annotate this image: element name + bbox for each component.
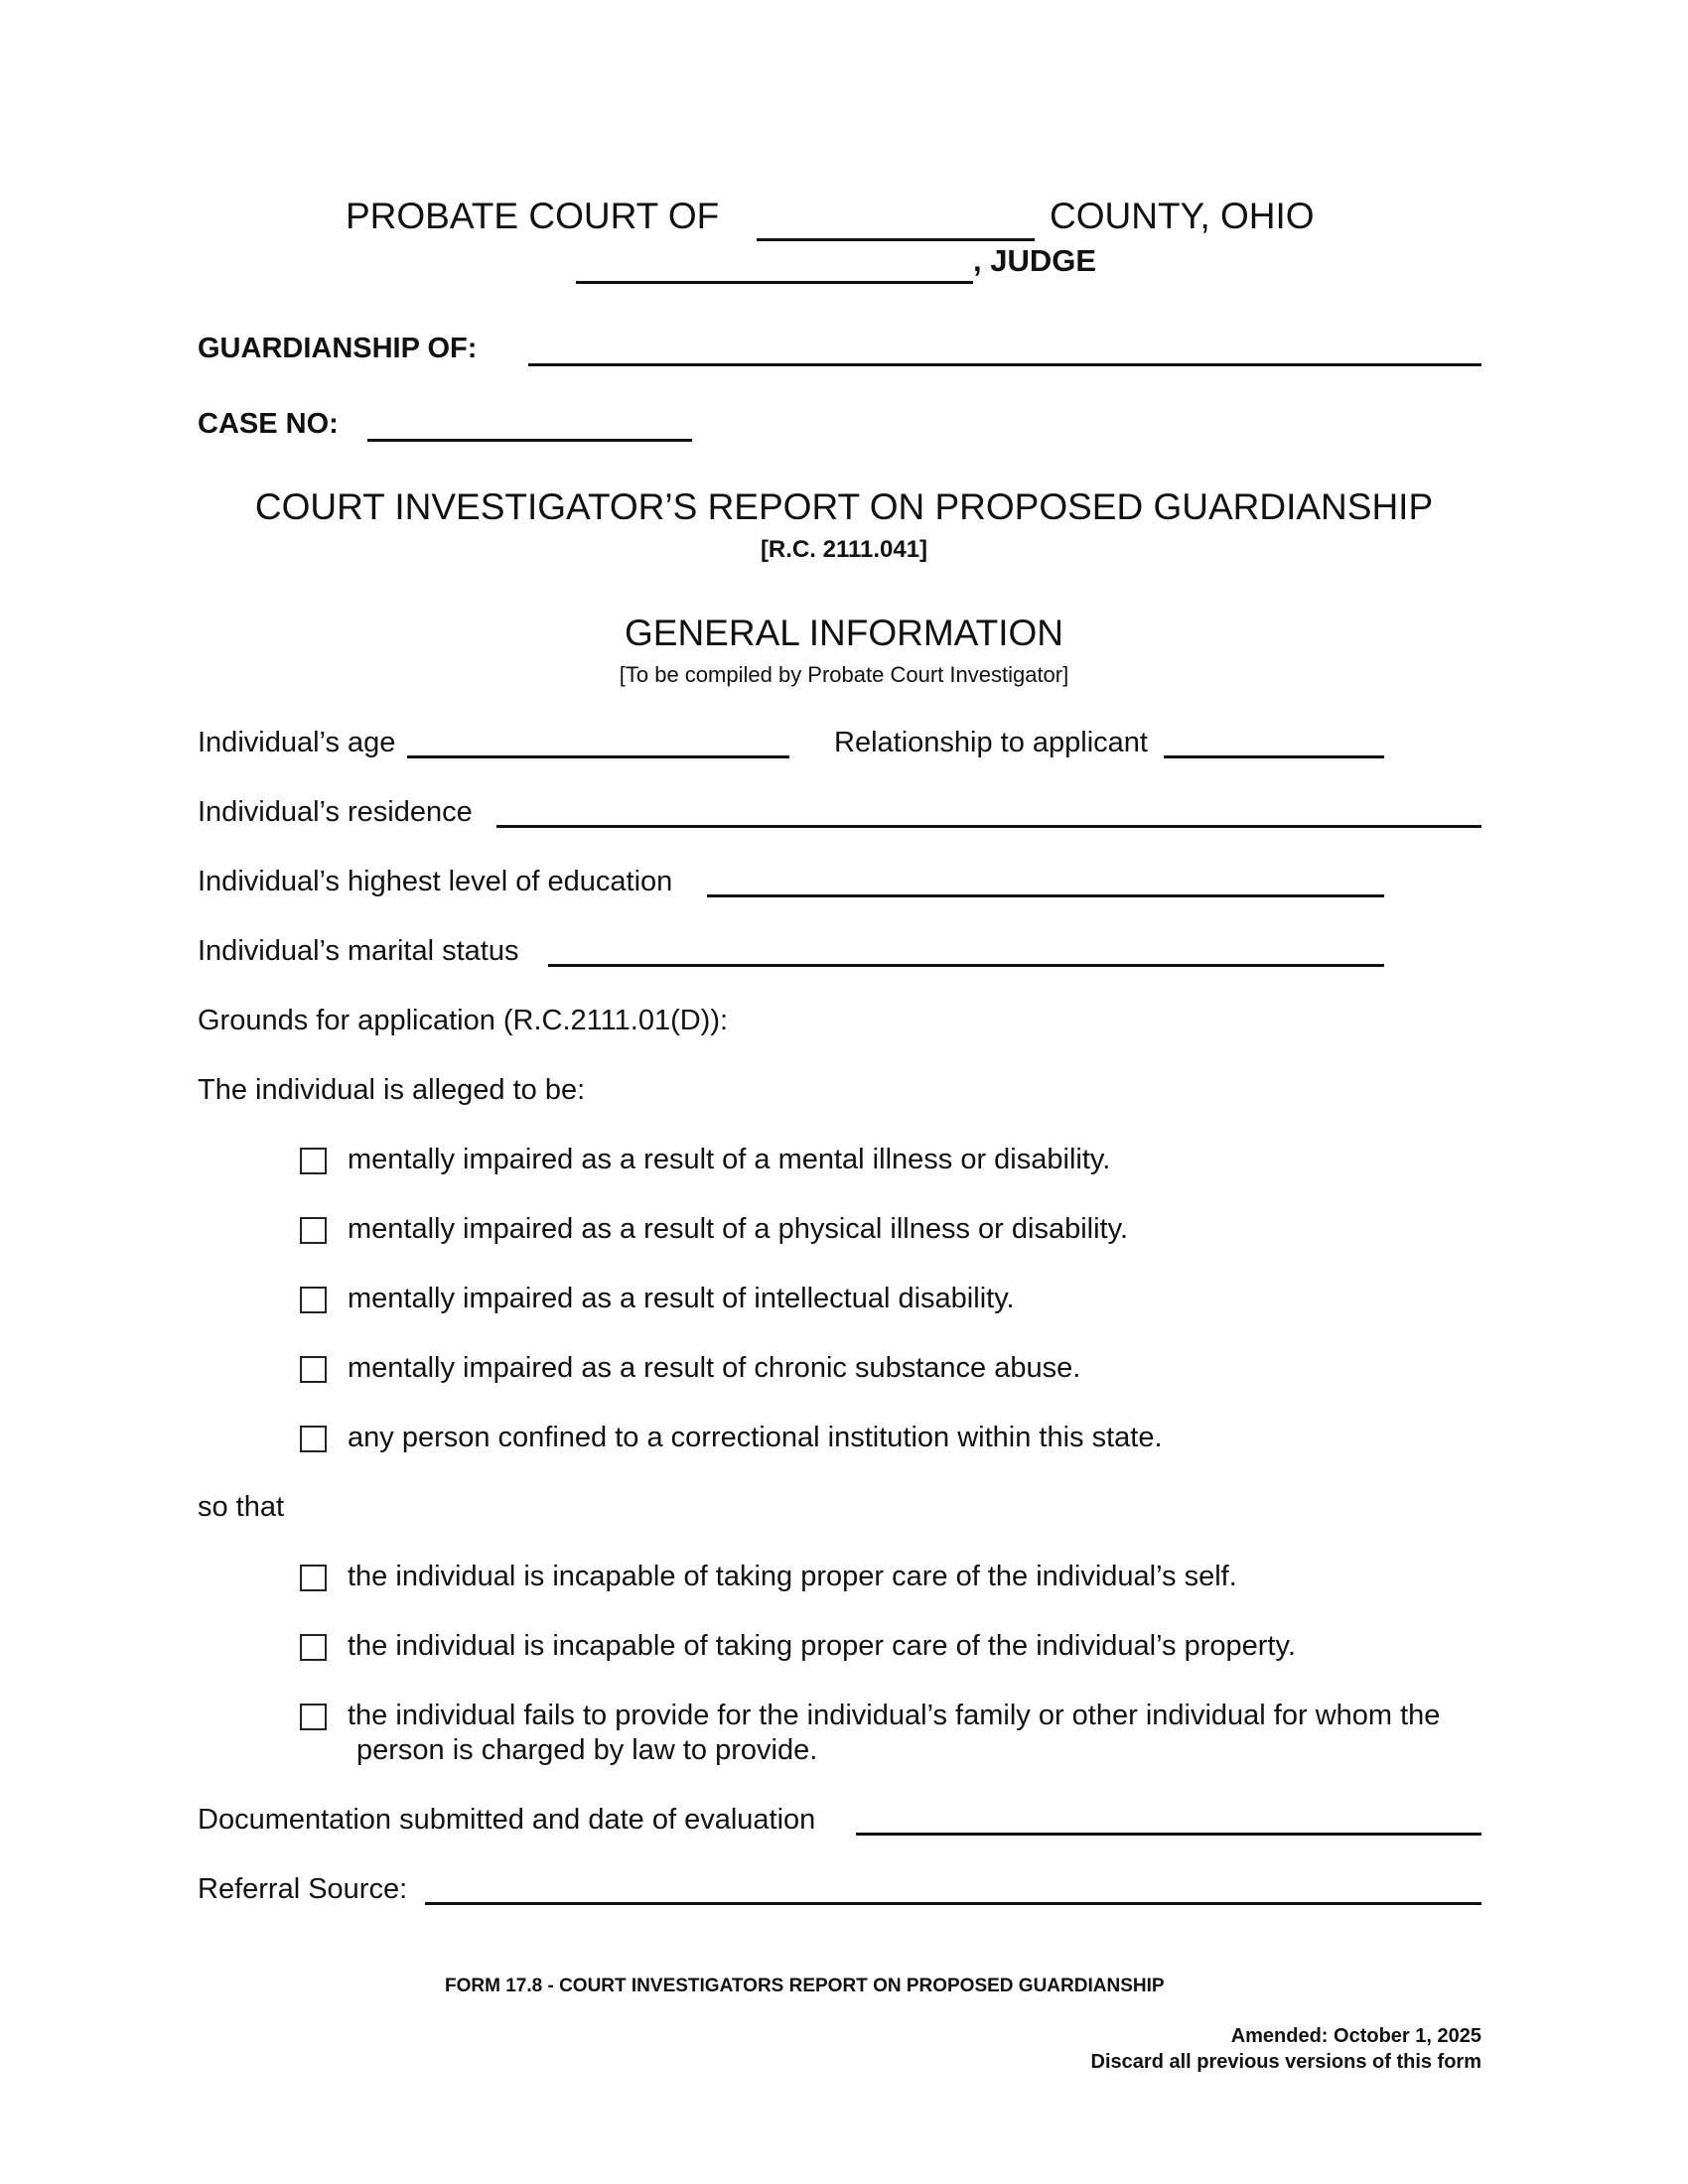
discard-notice: Discard all previous versions of this form xyxy=(1090,2051,1481,2073)
court-prefix: PROBATE COURT OF xyxy=(346,196,720,236)
residence-field[interactable] xyxy=(496,825,1481,828)
relationship-label: Relationship to applicant xyxy=(834,727,1148,758)
guardianship-field[interactable] xyxy=(528,363,1481,366)
section-heading: GENERAL INFORMATION xyxy=(625,613,1063,653)
judge-name-field[interactable] xyxy=(576,281,973,284)
age-label: Individual’s age xyxy=(198,727,396,758)
alleged-label: The individual is alleged to be: xyxy=(198,1074,586,1106)
alleged-option-label: mentally impaired as a result of chronic substance abuse. xyxy=(348,1352,1081,1384)
alleged-option-label: any person confined to a correctional institution within this state. xyxy=(348,1422,1163,1453)
statute-reference: [R.C. 2111.041] xyxy=(760,536,928,563)
county-field[interactable] xyxy=(757,238,1035,241)
referral-label: Referral Source: xyxy=(198,1873,408,1905)
report-title: COURT INVESTIGATOR’S REPORT ON PROPOSED GUARDIANSHIP xyxy=(254,486,1434,527)
court-suffix: COUNTY, OHIO xyxy=(1050,196,1315,236)
case-no-label: CASE NO: xyxy=(198,408,339,440)
form-title: FORM 17.8 - COURT INVESTIGATORS REPORT ON PROPOSED GUARDIANSHIP xyxy=(445,1976,1165,1996)
so-that-option-label: the individual is incapable of taking proper care of the individual’s self. xyxy=(348,1561,1237,1592)
judge-suffix: , JUDGE xyxy=(973,243,1097,278)
documentation-field[interactable] xyxy=(856,1833,1481,1836)
alleged-option-label: mentally impaired as a result of a mental illness or disability. xyxy=(348,1144,1111,1175)
section-subheading: [To be compiled by Probate Court Investigator] xyxy=(619,662,1069,687)
so-that-option-continuation: person is charged by law to provide. xyxy=(356,1734,818,1766)
so-that-checkbox-2[interactable] xyxy=(300,1634,327,1661)
case-no-field[interactable] xyxy=(367,439,692,442)
so-that-option-label: the individual fails to provide for the individual’s family or other individual for whom the xyxy=(348,1700,1441,1731)
alleged-checkbox-5[interactable] xyxy=(300,1426,327,1452)
so-that-checkbox-1[interactable] xyxy=(300,1565,327,1591)
alleged-checkbox-4[interactable] xyxy=(300,1356,327,1383)
marital-label: Individual’s marital status xyxy=(198,935,519,967)
so-that-checkbox-3[interactable] xyxy=(300,1704,327,1730)
relationship-field[interactable] xyxy=(1164,755,1384,758)
age-field[interactable] xyxy=(407,755,789,758)
education-field[interactable] xyxy=(707,894,1384,897)
referral-field[interactable] xyxy=(425,1902,1481,1905)
education-label: Individual’s highest level of education xyxy=(198,866,673,897)
grounds-label: Grounds for application (R.C.2111.01(D)): xyxy=(198,1005,729,1036)
guardianship-label: GUARDIANSHIP OF: xyxy=(198,333,478,364)
so-that-option-label: the individual is incapable of taking proper care of the individual’s property. xyxy=(348,1630,1296,1662)
amended-date: Amended: October 1, 2025 xyxy=(1230,2025,1481,2047)
alleged-checkbox-1[interactable] xyxy=(300,1148,327,1174)
alleged-checkbox-2[interactable] xyxy=(300,1217,327,1244)
alleged-option-label: mentally impaired as a result of intellectual disability. xyxy=(348,1283,1015,1314)
residence-label: Individual’s residence xyxy=(198,796,473,828)
documentation-label: Documentation submitted and date of evaluation xyxy=(198,1804,816,1836)
so-that-label: so that xyxy=(198,1491,285,1523)
marital-field[interactable] xyxy=(548,964,1384,967)
alleged-option-label: mentally impaired as a result of a physical illness or disability. xyxy=(348,1213,1129,1245)
alleged-checkbox-3[interactable] xyxy=(300,1287,327,1313)
